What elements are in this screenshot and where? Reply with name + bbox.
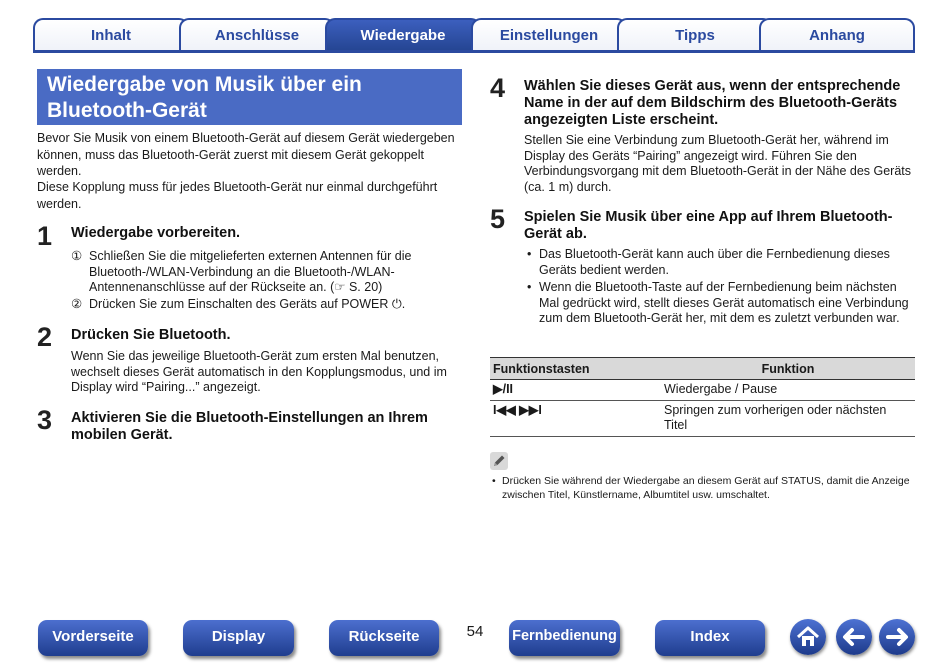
nav-rueckseite-button[interactable]: Rückseite: [329, 620, 439, 656]
tab-label: Anschlüsse: [214, 27, 300, 44]
intro-paragraph-2: Diese Kopplung muss für jedes Bluetooth-Gerät nur einmal durchgeführt werden.: [37, 180, 438, 211]
tab-anhang[interactable]: [759, 18, 915, 53]
home-icon[interactable]: [790, 619, 826, 655]
step-2-number: 2: [37, 322, 53, 352]
step-1-substep-1: [71, 249, 461, 296]
tab-wiedergabe[interactable]: [325, 18, 481, 53]
step-4-title: Wählen Sie dieses Gerät aus, wenn der entsprechende Name in der auf dem Bildschirm des Bluetooth-Geräts angezeigten Liste erscheint.: [524, 78, 901, 128]
tab-label: Wiedergabe: [360, 27, 446, 44]
function-cell: Springen zum vorherigen oder nächsten Titel: [661, 400, 915, 436]
function-key-table: [490, 357, 915, 437]
step-3-number: 3: [37, 405, 53, 435]
page-title-line-1: Wiedergabe von Musik über ein: [47, 73, 362, 96]
step-5-bullets: [524, 247, 916, 329]
page-title: [37, 69, 462, 125]
step-2-text: Wenn Sie das jeweilige Bluetooth-Gerät zum ersten Mal benutzen, wechselt dieses Gerät automatisch in den Kopplungsmodus, und im Display wird “Pairing...” angezeigt.: [71, 349, 447, 394]
nav-display-button[interactable]: Display: [183, 620, 294, 656]
step-5-title: Spielen Sie Musik über eine App auf Ihrem Bluetooth-Gerät ab.: [524, 209, 893, 242]
page-number: 54: [466, 623, 484, 640]
step-4-number: 4: [490, 73, 506, 103]
step-4-text: Stellen Sie eine Verbindung zum Bluetooth-Gerät her, während im Display des Geräts “Pairing” angezeigt wird. Führen Sie den Verbindungsvorgang mit dem Bluetooth-Gerät in der Nähe des Geräts (ca. 1 m) durch.: [524, 133, 912, 194]
step-2-title: Drücken Sie Bluetooth.: [71, 327, 231, 343]
tab-anschluesse[interactable]: [179, 18, 335, 53]
play-pause-keys: ▶/II: [490, 380, 661, 401]
back-arrow-icon[interactable]: [836, 619, 872, 655]
circled-number-1: ①: [71, 249, 83, 263]
page-title-line-2: Bluetooth-Gerät: [47, 99, 207, 122]
top-tab-bar: [33, 14, 915, 54]
tab-label: Inhalt: [91, 27, 131, 44]
table-row: [490, 400, 915, 436]
table-row: [490, 380, 915, 401]
step-1-number: 1: [37, 221, 53, 251]
note-text: • Drücken Sie während der Wiedergabe an diesem Gerät auf STATUS, damit die Anzeige zwischen Titel, Künstlername, Albumtitel usw. umschaltet.: [492, 475, 910, 501]
note-bullet: Drücken Sie während der Wiedergabe an diesem Gerät auf STATUS, damit die Anzeige zwischen Titel, Künstlername, Albumtitel usw. umschaltet.: [502, 475, 910, 501]
step-1-substep-2: [71, 297, 461, 313]
function-cell: Wiedergabe / Pause: [661, 380, 915, 401]
forward-arrow-icon[interactable]: [879, 619, 915, 655]
tab-inhalt[interactable]: [33, 18, 189, 53]
substep-text: Drücken Sie zum Einschalten des Geräts auf POWER ⏻.: [89, 297, 406, 311]
step-1-title: Wiedergabe vorbereiten.: [71, 225, 241, 241]
nav-vorderseite-button[interactable]: Vorderseite: [38, 620, 148, 656]
bullet-text: Das Bluetooth-Gerät kann auch über die Fernbedienung dieses Geräts bedient werden.: [539, 247, 890, 277]
circled-number-2: ②: [71, 297, 83, 311]
tab-baseline: [33, 50, 915, 53]
substep-text: Schließen Sie die mitgelieferten externen Antennen für die Bluetooth-/WLAN-Verbindung an die Bluetooth-/WLAN-Antennenanschlüsse auf der Rückseite an. (☞ S. 20): [89, 249, 412, 294]
step-3-title: Aktivieren Sie die Bluetooth-Einstellungen an Ihrem mobilen Gerät.: [71, 410, 428, 443]
tab-tipps[interactable]: [617, 18, 773, 53]
nav-index-button[interactable]: Index: [655, 620, 765, 656]
tab-label: Einstellungen: [499, 27, 599, 44]
nav-fernbedienung-button[interactable]: Fernbedienung: [509, 620, 620, 656]
column-header-function: Funktion: [661, 358, 915, 380]
step-5-number: 5: [490, 204, 506, 234]
column-header-keys: Funktionstasten: [490, 358, 661, 380]
tab-label: Anhang: [809, 27, 865, 44]
tab-label: Tipps: [675, 27, 715, 44]
tab-einstellungen[interactable]: [471, 18, 627, 53]
list-item: • Das Bluetooth-Gerät kann auch über die Fernbedienung dieses Geräts bedient werden.: [527, 247, 890, 277]
table-header-row: [490, 358, 915, 380]
skip-keys: I◀◀ ▶▶I: [490, 400, 661, 436]
list-item: • Wenn die Bluetooth-Taste auf der Fernbedienung beim nächsten Mal gedrückt wird, stellt dieses Gerät automatisch eine Verbindung zum dem Bluetooth-Gerät her, mit dem es zuletzt verbunden war.: [527, 280, 909, 325]
bullet-text: Wenn die Bluetooth-Taste auf der Fernbedienung beim nächsten Mal gedrückt wird, stellt dieses Gerät automatisch eine Verbindung zum dem Bluetooth-Gerät her, mit dem es zuletzt verbunden war.: [539, 280, 909, 325]
pencil-icon: [490, 452, 508, 470]
intro-paragraph-1: Bevor Sie Musik von einem Bluetooth-Gerät auf diesem Gerät wiedergeben können, muss das Bluetooth-Gerät zuerst mit diesem Gerät gekoppelt werden.: [37, 131, 455, 178]
